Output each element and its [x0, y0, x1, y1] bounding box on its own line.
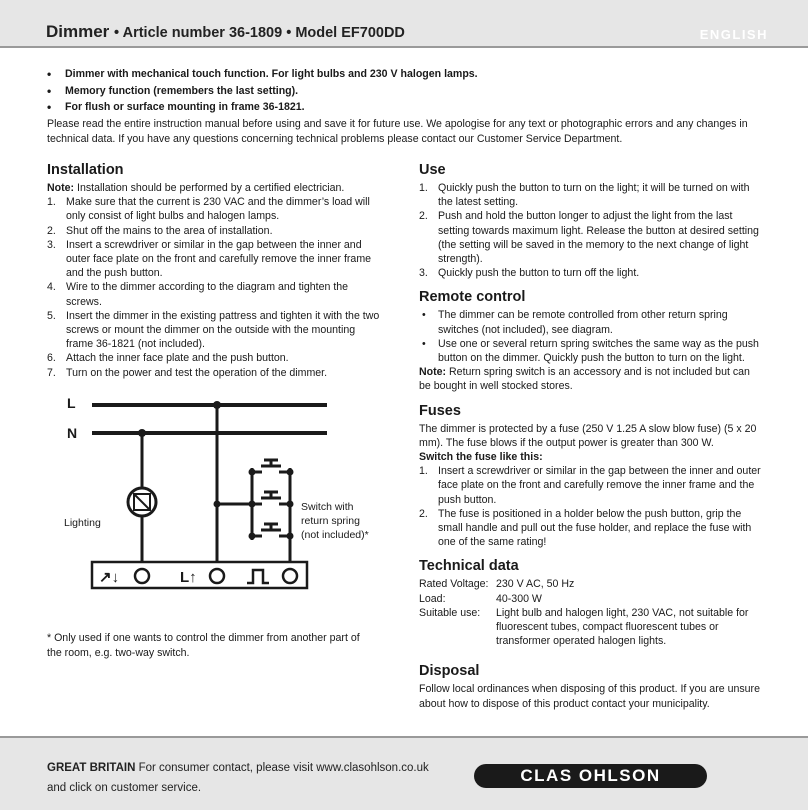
list-item: 1. Insert a screwdriver or similar in the gap between the inner and outer face plate on the front and carefully remove the inner frame and the push button.	[419, 465, 761, 506]
feature-item: • Memory function (remembers the last setting).	[47, 83, 478, 100]
list-item: 2. Shut off the mains to the area of installation.	[47, 224, 273, 237]
left-column	[47, 161, 382, 380]
note-label: Note:	[47, 182, 75, 194]
remote-bullets	[419, 308, 764, 365]
installation-heading: Installation	[47, 162, 124, 178]
feature-item: • For flush or surface mounting in frame 36-1821.	[47, 99, 478, 116]
fuses-heading: Fuses	[419, 402, 461, 419]
remote-heading: Remote control	[419, 289, 526, 306]
tech-label: Load:	[419, 592, 446, 605]
switch-label: (not included)*	[301, 529, 369, 541]
terminal-screw	[210, 569, 224, 583]
tech-value: 40-300 W	[496, 592, 542, 605]
fuses-subheading: Switch the fuse like this:	[419, 451, 543, 464]
push-switch	[252, 460, 290, 472]
note-label: Note:	[419, 366, 447, 379]
label-n: N	[67, 425, 78, 441]
terminal-symbol: L↑	[180, 569, 197, 586]
terminal-symbol: ↗↓	[99, 569, 120, 586]
switch-label: Switch with	[301, 501, 354, 513]
brand-logo: CLAS OHLSON	[474, 764, 707, 788]
country-label: GREAT BRITAIN	[47, 762, 136, 774]
label-l: L	[67, 395, 76, 411]
list-item: 5. Insert the dimmer in the existing pattress and tighten it with the two screws or mount the dimmer on the outside with the mounting frame 36-1821 (not included).	[47, 309, 380, 351]
fuse-steps	[419, 464, 764, 549]
language-label: ENGLISH	[699, 27, 768, 42]
header-bar	[0, 0, 808, 46]
tech-label: Rated Voltage:	[419, 578, 489, 591]
contact-text: For consumer contact, please visit www.clasohlson.co.uk and click on customer service.	[47, 762, 429, 794]
tech-value: Light bulb and halogen light, 230 VAC, not suitable for fluorescent tubes, compact fluorescent tubes or transformer operated halogen lights.	[496, 606, 749, 648]
installation-note	[47, 181, 382, 195]
list-item: • The dimmer can be remote controlled from other return spring switches (not included), see diagram.	[419, 308, 764, 336]
intro-text: Please read the entire instruction manual before using and save it for future use. We apologise for any text or photographic errors and any changes in technical data. If you have any questions concerning technical problems please contact our Customer Service Department.	[47, 118, 748, 145]
list-item: 3. Quickly push the button to turn off the light.	[419, 267, 640, 280]
consumer-contact	[47, 758, 437, 798]
list-item: 7. Turn on the power and test the operation of the dimmer.	[47, 366, 328, 379]
push-switch	[252, 524, 290, 536]
switch-label: return spring	[301, 515, 360, 527]
remote-note	[419, 365, 764, 393]
list-item: 6. Attach the inner face plate and the push button.	[47, 352, 289, 365]
terminal-screw	[135, 569, 149, 583]
fuses-text: The dimmer is protected by a fuse (250 V 1.25 A slow blow fuse) (5 x 20 mm). The fuse blows if the output power is greater than 300 W.	[419, 422, 757, 449]
list-item: 4. Wire to the dimmer according to the diagram and tighten the screws.	[47, 281, 349, 308]
list-item: 2. The fuse is positioned in a holder below the push button, grip the small handle and pull out the fuse holder, and replace the fuse with one of the same rating!	[419, 507, 752, 549]
tech-label: Suitable use:	[419, 606, 481, 619]
footnote: * Only used if one wants to control the dimmer from another part of the room, e.g. two-way switch.	[47, 632, 360, 659]
use-steps	[419, 181, 764, 280]
lighting-label: Lighting	[64, 517, 101, 529]
list-item: 1. Make sure that the current is 230 VAC and the dimmer’s load will only consist of light bulbs and halogen lamps.	[47, 196, 370, 223]
right-column	[419, 161, 764, 711]
list-item: 3. Insert a screwdriver or similar in the gap between the inner and outer face plate on the front and carefully remove the inner frame and the push button.	[47, 238, 372, 280]
feature-item: • Dimmer with mechanical touch function. For light bulbs and 230 V halogen lamps.	[47, 66, 478, 83]
list-item: • Use one or several return spring switches the same way as the push button on the dimmer. Quickly push the button to turn on the light.	[419, 337, 764, 365]
technical-table	[419, 577, 764, 648]
disposal-text: Follow local ordinances when disposing of this product. If you are unsure about how to dispose of this product contact your municipality.	[419, 683, 760, 710]
disposal-heading: Disposal	[419, 663, 480, 680]
note-text: Return spring switch is an accessory and is not included but can be bought in well stocked stores.	[419, 366, 750, 393]
use-heading: Use	[419, 162, 446, 178]
push-switch	[252, 492, 290, 504]
product-name: Dimmer	[46, 22, 110, 41]
dimmer-terminal-block	[92, 562, 307, 588]
article-info: • Article number 36-1809 • Model EF700DD	[114, 25, 405, 41]
feature-list	[47, 66, 478, 116]
lamp-cross	[134, 494, 150, 510]
note-text: Installation should be performed by a certified electrician.	[74, 182, 345, 194]
list-item: 2. Push and hold the button longer to adjust the light from the last setting towards maximum light. Release the button at desired setting (the setting will be saved in the memory to the next change of light strength).	[419, 210, 759, 266]
header-divider	[0, 46, 808, 48]
wiring-diagram	[47, 380, 382, 630]
list-item: 1. Quickly push the button to turn on the light; it will be turned on with the latest setting.	[419, 182, 750, 209]
footer	[0, 736, 808, 810]
tech-value: 230 V AC, 50 Hz	[496, 578, 575, 591]
terminal-screw	[283, 569, 297, 583]
technical-heading: Technical data	[419, 558, 519, 575]
installation-steps	[47, 195, 382, 380]
document-title	[46, 22, 405, 42]
